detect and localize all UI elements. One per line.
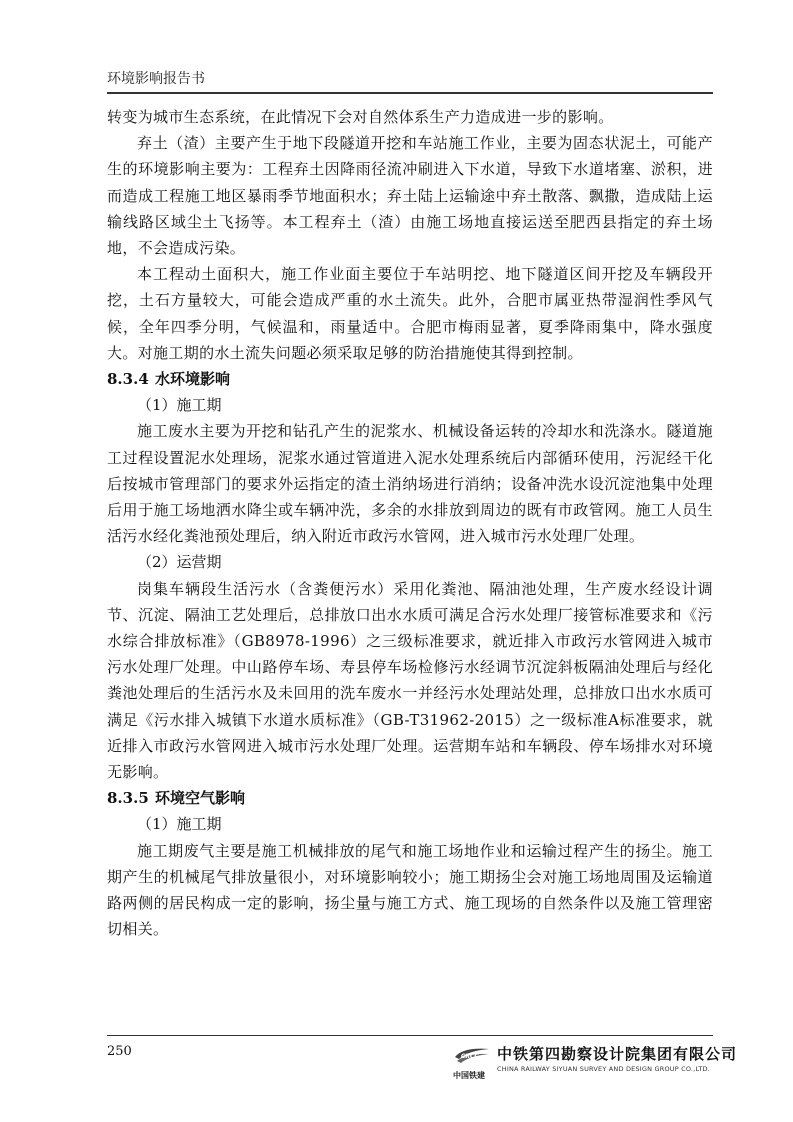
section-title: 环境空气影响: [155, 789, 246, 808]
svg-text:CRCC: CRCC: [461, 1053, 479, 1060]
paragraph: 弃土（渣）主要产生于地下段隧道开挖和车站施工作业，主要为固态状泥土，可能产生的环境影响主要为：工程弃土因降雨径流冲刷进入下水道，导致下水道堵塞、淤积，进而造成工程施工地区暴雨季节地面积水；弃土陆上运输途中弃土散落、飘撒，造成陆上运输线路区域尘土飞扬等。本工程弃土（渣）由施工场地直接运送至肥西县指定的弃土场地，不会造成污染。: [107, 134, 713, 258]
header-title: 环境影响报告书: [107, 71, 205, 87]
page-number: 250: [107, 1044, 132, 1059]
page-footer: [107, 1035, 738, 1092]
paragraph: 岗集车辆段生活污水（含粪便污水）采用化粪池、隔油池处理，生产废水经设计调节、沉淀、隔油工艺处理后，总排放口出水水质可满足合污水处理厂接管标准要求和《污水综合排放标准》（GB8978-1996）之三级标准要求，就近排入市政污水管网进入城市污水处理厂处理。中山路停车场、寿县停车场检修污水经调节沉淀斜板隔油处理后与经化粪池处理后的生活污水及未回用的洗车废水一并经污水处理站处理，总排放口出水水质可满足《污水排入城镇下水道水质标准》（GB-T31962-2015）之一级标准A标准要求，就近排入市政污水管网进入城市污水处理厂处理。运营期车站和车辆段、停车场排水对环境无影响。: [107, 579, 713, 782]
section-heading-8-3-5: [107, 785, 713, 811]
company-logo: [453, 1041, 738, 1085]
subheading: （1）施工期: [137, 396, 222, 415]
company-name-en: CHINA RAILWAY SIYUAN SURVEY AND DESIGN GROUP CO.,LTD.: [497, 1065, 710, 1073]
section-number: 8.3.5: [107, 789, 149, 808]
paragraph: 转变为城市生态系统，在此情况下会对自然体系生产力造成进一步的影响。: [107, 108, 614, 126]
section-number: 8.3.4: [107, 370, 149, 389]
brand-subtitle: 中国铁建: [453, 1071, 485, 1080]
paragraph: 施工期废气主要是施工机械排放的尾气和施工场地作业和运输过程产生的扬尘。施工期产生的机械尾气排放量很小，对环境影响较小；施工期扬尘会对施工场地周围及运输道路两侧的居民构成一定的影响，扬尘量与施工方式、施工现场的自然条件以及施工管理密切相关。: [107, 841, 713, 939]
section-title: 水环境影响: [155, 370, 231, 389]
subheading: （2）运营期: [137, 553, 222, 572]
paragraph: 施工废水主要为开挖和钻孔产生的泥浆水、机械设备运转的冷却水和洗涤水。隧道施工过程设置泥水处理场，泥浆水通过管道进入泥水处理系统后内部循环使用，污泥经干化后按城市管理部门的要求外运指定的渣土消纳场进行消纳；设备冲洗水设沉淀池集中处理后用于施工场地洒水降尘或车辆冲洗，多余的水排放到周边的既有市政管网。施工人员生活污水经化粪池预处理后，纳入附近市政污水管网，进入城市污水处理厂处理。: [107, 422, 713, 546]
paragraph: 本工程动土面积大，施工作业面主要位于车站明挖、地下隧道区间开挖及车辆段开挖，土石方量较大，可能会造成严重的水土流失。此外，合肥市属亚热带湿润性季风气候，全年四季分明，气候温和，雨量适中。合肥市梅雨显著，夏季降雨集中，降水强度大。对施工期的水土流失问题必须采取足够的防治措施使其得到控制。: [107, 265, 713, 362]
company-name-cn: 中铁第四勘察设计院集团有限公司: [497, 1045, 738, 1063]
document-body: [107, 104, 713, 943]
section-heading-8-3-4: [107, 366, 713, 392]
page-header: [107, 68, 713, 94]
crcc-logo-icon: [453, 1043, 491, 1069]
subheading: （1）施工期: [137, 815, 222, 834]
